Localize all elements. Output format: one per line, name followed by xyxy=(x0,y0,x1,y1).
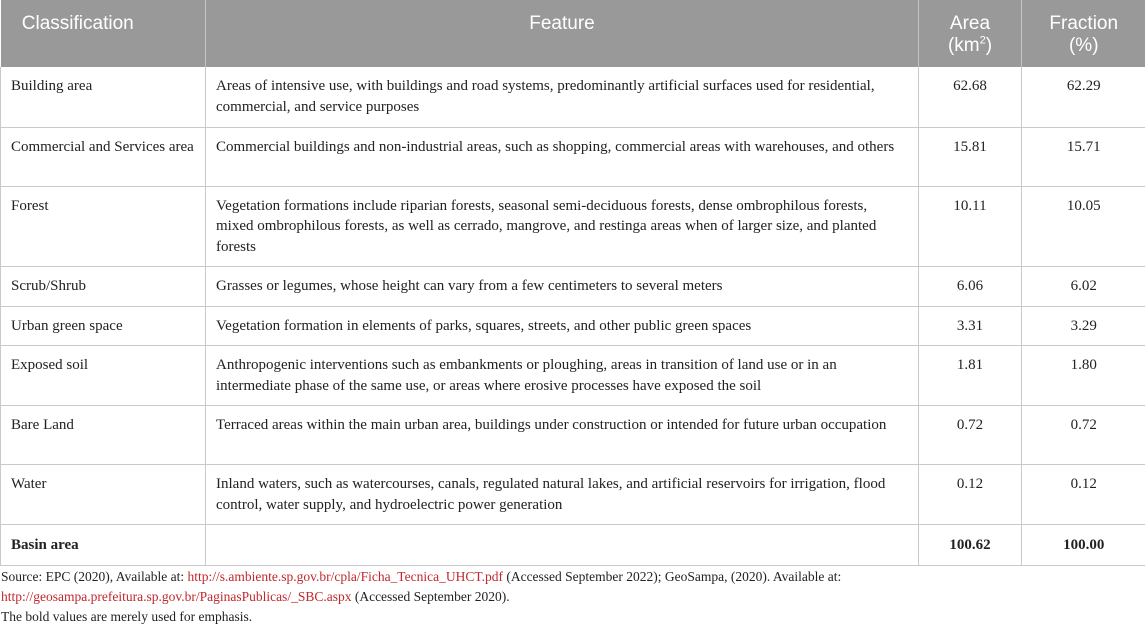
header-area xyxy=(919,0,1022,67)
cell-area: 0.12 xyxy=(919,465,1022,525)
cell-area: 0.72 xyxy=(919,406,1022,465)
cell-fraction: 15.71 xyxy=(1022,127,1145,186)
table-row xyxy=(1,267,1145,307)
table-row xyxy=(1,346,1145,406)
cell-feature: Vegetation formations include riparian forests, seasonal semi-deciduous forests, dense ombrophilous forests, mixed ombrophilous forests, as well as cerrado, mangrove, and restinga areas when of larger size, and planted forests xyxy=(206,186,919,267)
cell-fraction: 3.29 xyxy=(1022,306,1145,346)
cell-fraction: 0.72 xyxy=(1022,406,1145,465)
total-row xyxy=(1,525,1145,566)
cell-classification: Forest xyxy=(1,186,206,267)
cell-area: 1.81 xyxy=(919,346,1022,406)
cell-feature: Inland waters, such as watercourses, canals, regulated natural lakes, and artificial reservoirs for irrigation, flood control, water supply, and hydroelectric power generation xyxy=(206,465,919,525)
emphasis-note: The bold values are merely used for emphasis. xyxy=(1,609,253,624)
cell-fraction: 62.29 xyxy=(1022,67,1145,127)
table-row xyxy=(1,406,1145,465)
cell-total-fraction: 100.00 xyxy=(1022,525,1145,566)
cell-feature: Commercial buildings and non-industrial areas, such as shopping, commercial areas with warehouses, and others xyxy=(206,127,919,186)
cell-classification: Scrub/Shrub xyxy=(1,267,206,307)
source-link-geosampa[interactable]: http://geosampa.prefeitura.sp.gov.br/PaginasPublicas/_SBC.aspx xyxy=(1,589,352,604)
cell-feature: Anthropogenic interventions such as embankments or ploughing, areas in transition of land use or in an intermediate phase of the same use, or areas where erosive processes have exposed the soil xyxy=(206,346,919,406)
table-footnotes xyxy=(1,567,1141,627)
cell-area: 15.81 xyxy=(919,127,1022,186)
table-row xyxy=(1,465,1145,525)
header-fraction-label: Fraction xyxy=(1049,13,1119,34)
header-fraction-unit: (%) xyxy=(1068,35,1099,56)
cell-area: 10.11 xyxy=(919,186,1022,267)
source-note: Source: EPC (2020), Available at: http://s.ambiente.sp.gov.br/cpla/Ficha_Tecnica_UHCT.pdf (Accessed September 2022); GeoSampa, (2020). Available at: http://geosampa.prefeitura.sp.gov.br/PaginasPublicas/_SBC.aspx (Accessed September 2020). xyxy=(1,569,842,604)
cell-fraction: 10.05 xyxy=(1022,186,1145,267)
header-fraction xyxy=(1022,0,1145,67)
cell-feature: Areas of intensive use, with buildings and road systems, predominantly artificial surfaces used for residential, commercial, and service purposes xyxy=(206,67,919,127)
cell-area: 62.68 xyxy=(919,67,1022,127)
table-row xyxy=(1,186,1145,267)
table-row xyxy=(1,306,1145,346)
cell-total-classification: Basin area xyxy=(1,525,206,566)
cell-feature: Vegetation formation in elements of parks, squares, streets, and other public green spaces xyxy=(206,306,919,346)
cell-feature: Grasses or legumes, whose height can vary from a few centimeters to several meters xyxy=(206,267,919,307)
header-area-unit: $(km^2)$ xyxy=(947,34,993,56)
cell-feature: Terraced areas within the main urban area, buildings under construction or intended for future urban occupation xyxy=(206,406,919,465)
cell-fraction: 0.12 xyxy=(1022,465,1145,525)
header-area-label: Area xyxy=(949,13,991,34)
cell-area: 6.06 xyxy=(919,267,1022,307)
cell-classification: Urban green space xyxy=(1,306,206,346)
cell-total-area: 100.62 xyxy=(919,525,1022,566)
cell-classification: Water xyxy=(1,465,206,525)
table-header-row xyxy=(1,0,1145,67)
table-row xyxy=(1,67,1145,127)
header-classification: Classification xyxy=(1,0,206,67)
header-feature: Feature xyxy=(206,0,919,67)
cell-fraction: 1.80 xyxy=(1022,346,1145,406)
source-link-ficha-tecnica[interactable]: http://s.ambiente.sp.gov.br/cpla/Ficha_Tecnica_UHCT.pdf xyxy=(187,569,503,584)
cell-classification: Exposed soil xyxy=(1,346,206,406)
cell-area: 3.31 xyxy=(919,306,1022,346)
table-row xyxy=(1,127,1145,186)
cell-classification: Commercial and Services area xyxy=(1,127,206,186)
cell-total-feature xyxy=(206,525,919,566)
cell-classification: Bare Land xyxy=(1,406,206,465)
cell-fraction: 6.02 xyxy=(1022,267,1145,307)
cell-classification: Building area xyxy=(1,67,206,127)
